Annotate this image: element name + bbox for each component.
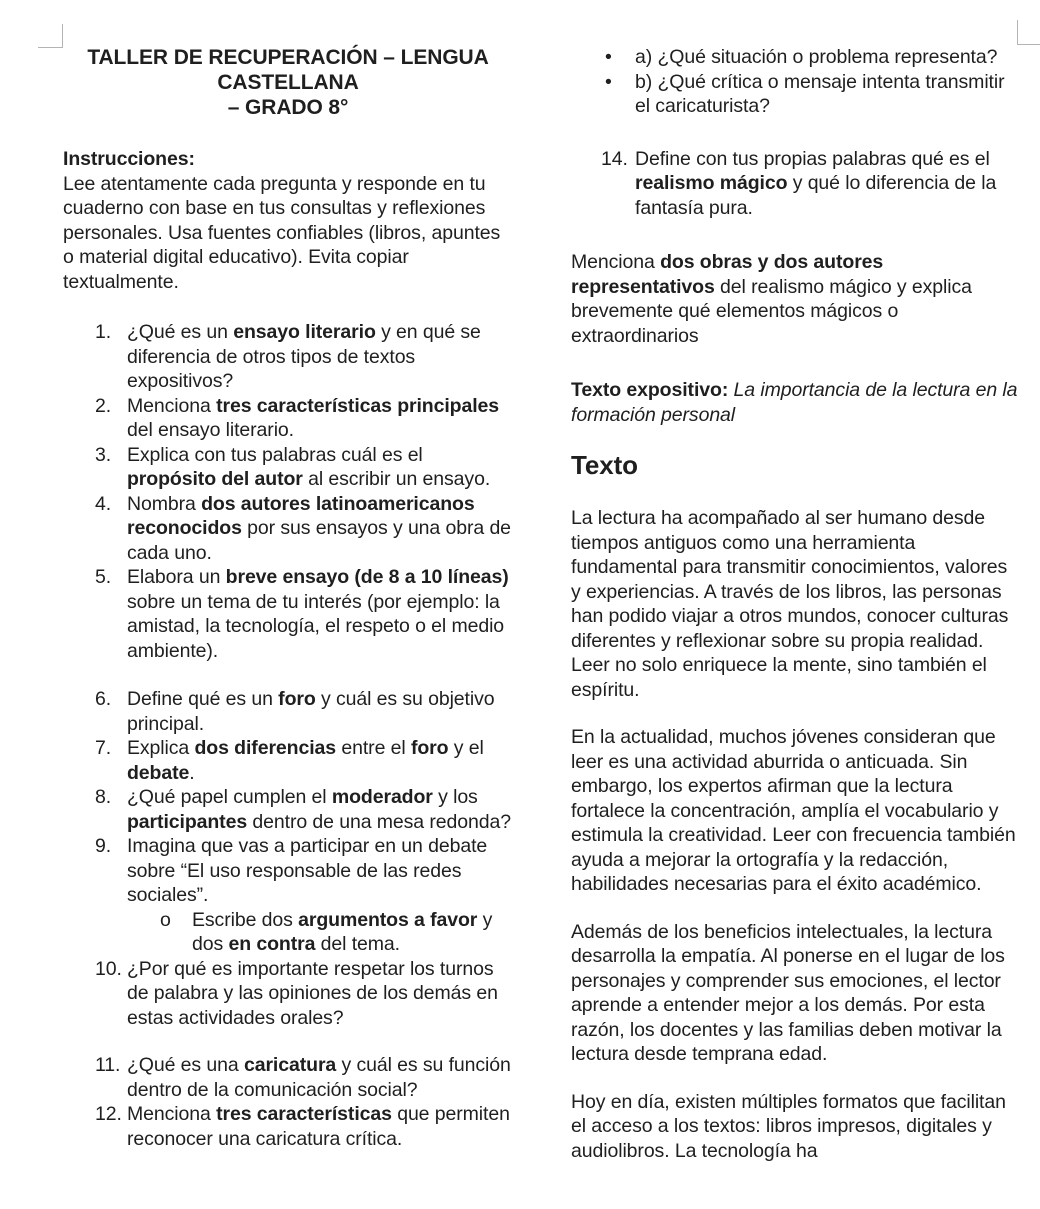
worksheet-title-line-1: TALLER DE RECUPERACIÓN – LENGUA (87, 46, 489, 69)
body-paragraph-4: Hoy en día, existen múltiples formatos que facilitan el acceso a los textos: libros impresos, digitales y audiolibros. La tecnología ha (571, 1090, 1006, 1162)
question-text: Define qué es un foro y cuál es su objetivo principal. (127, 688, 495, 735)
bullet-item-a (571, 45, 1019, 70)
bullet-text: a) ¿Qué situación o problema representa? (635, 46, 998, 68)
question-item-5 (63, 565, 513, 663)
question-text: ¿Por qué es importante respetar los turnos de palabra y las opiniones de los demás en estas actividades orales? (127, 957, 498, 1029)
menciona-paragraph: Menciona dos obras y dos autores representativos del realismo mágico y explica brevemente qué elementos mágicos o extraordinarios (571, 251, 972, 347)
question-item-12 (63, 1102, 513, 1151)
question-text: Elabora un breve ensayo (de 8 a 10 líneas) sobre un tema de tu interés (por ejemplo: la amistad, la tecnología, el respeto o el medio ambiente). (127, 566, 509, 662)
right-column (571, 0, 1019, 1163)
question-item-9 (63, 834, 513, 908)
question-item-14 (571, 147, 1019, 221)
sub-bullet-item (63, 908, 513, 957)
question-text: ¿Qué es un ensayo literario y en qué se diferencia de otros tipos de textos expositivos? (127, 321, 481, 392)
question-number: 4. (95, 492, 112, 515)
question-number: 9. (95, 835, 112, 857)
question-text: ¿Qué papel cumplen el moderador y los participantes dentro de una mesa redonda? (127, 786, 511, 833)
body-paragraph-2: En la actualidad, muchos jóvenes consideran que leer es una actividad aburrida o anticuada. Sin embargo, los expertos afirman que la lectura fortalece la concentración, amplía el vocabulario y estimula la creatividad. Leer con frecuencia también ayuda a mejorar la ortografía y la redacción, habilidades necesarias para el éxito académico. (571, 726, 1016, 895)
question-number: 2. (95, 394, 112, 417)
question-item-11 (63, 1053, 513, 1102)
question-number: 3. (95, 443, 112, 466)
question-text: Menciona tres características que permiten reconocer una caricatura crítica. (127, 1103, 510, 1150)
question-item-6 (63, 687, 513, 736)
instructions-paragraph: Lee atentamente cada pregunta y responde en tu cuaderno con base en tus consultas y reflexiones personales. Usa fuentes confiables (libros, apuntes o material digital educativo). Evita copiar textualmente. (63, 172, 501, 293)
sub-bullet-marker: o (160, 908, 171, 931)
page-corner-mark-top-left (38, 24, 63, 48)
question-number: 12. (95, 1103, 122, 1125)
question-item-4 (63, 492, 513, 566)
bullet-item-b (571, 70, 1019, 119)
question-number: 6. (95, 688, 112, 710)
question-list (63, 320, 513, 1151)
bullet-icon: • (605, 46, 612, 68)
question-number: 1. (95, 321, 112, 343)
question-item-8 (63, 785, 513, 834)
question-text: Imagina que vas a participar en un debate sobre “El uso responsable de las redes sociales”. (127, 835, 488, 906)
bullet-icon: • (605, 70, 612, 93)
texto-heading: Texto (571, 450, 638, 480)
question-text: Nombra dos autores latinoamericanos reconocidos por sus ensayos y una obra de cada uno. (127, 492, 511, 564)
instructions-heading: Instrucciones: (63, 148, 195, 170)
question-item-7 (63, 736, 513, 785)
question-item-3 (63, 443, 513, 492)
body-paragraph-3: Además de los beneficios intelectuales, la lectura desarrolla la empatía. Al ponerse en el lugar de los personajes y comprender sus emociones, el lector aprende a entender mejor a los demás. Por esta razón, los docentes y las familias deben motivar la lectura desde temprana edad. (571, 920, 1005, 1065)
question-text: Explica con tus palabras cuál es el propósito del autor al escribir un ensayo. (127, 443, 491, 490)
question-number: 10. (95, 957, 122, 980)
sub-bullet-text: Escribe dos argumentos a favor y dos en contra del tema. (192, 908, 493, 955)
left-column (63, 0, 513, 1151)
question-text: Explica dos diferencias entre el foro y el debate. (127, 737, 484, 784)
question-number: 8. (95, 786, 112, 808)
question-text: Menciona tres características principales del ensayo literario. (127, 394, 500, 441)
worksheet-title (63, 45, 513, 120)
question-item-10 (63, 957, 513, 1031)
question-number: 11. (95, 1054, 121, 1076)
page-corner-mark-top-right (1017, 20, 1040, 45)
texto-expositivo-line: Texto expositivo: La importancia de la lectura en la formación personal (571, 379, 1018, 426)
question-text: ¿Qué es una caricatura y cuál es su función dentro de la comunicación social? (127, 1054, 511, 1101)
question-number: 14. (601, 147, 628, 170)
worksheet-title-line-3: – GRADO 8° (227, 96, 349, 119)
question-number: 7. (95, 737, 112, 759)
question-item-1 (63, 320, 513, 394)
body-paragraph-1: La lectura ha acompañado al ser humano desde tiempos antiguos como una herramienta fundamental para transmitir conocimientos, valores y experiencias. A través de los libros, las personas han podido viajar a otros mundos, conocer culturas diferentes y reflexionar sobre su propia realidad. Leer no solo enriquece la mente, sino también el espíritu. (571, 507, 1009, 701)
question-item-2 (63, 394, 513, 443)
worksheet-title-line-2: CASTELLANA (217, 71, 359, 94)
bullet-text: b) ¿Qué crítica o mensaje intenta transmitir el caricaturista? (635, 70, 1005, 117)
question-text: Define con tus propias palabras qué es el realismo mágico y qué lo diferencia de la fantasía pura. (635, 147, 997, 219)
question-number: 5. (95, 566, 112, 588)
